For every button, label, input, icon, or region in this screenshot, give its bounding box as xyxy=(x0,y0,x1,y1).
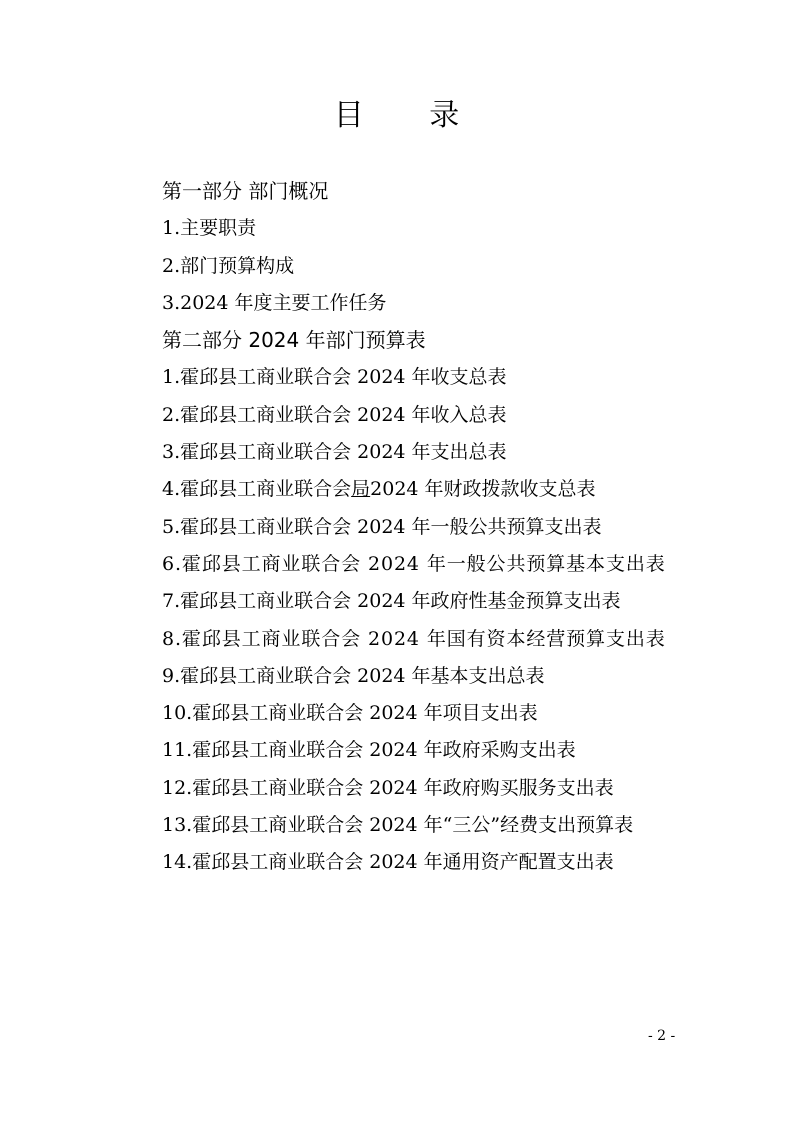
toc-item: 2.部门预算构成 xyxy=(162,254,295,277)
toc-item: 1.霍邱县工商业联合会 2024 年收支总表 xyxy=(162,366,507,389)
toc-item: 12.霍邱县工商业联合会 2024 年政府购买服务支出表 xyxy=(162,776,614,799)
toc-item: 11.霍邱县工商业联合会 2024 年政府采购支出表 xyxy=(162,739,576,762)
toc-item: 9.霍邱县工商业联合会 2024 年基本支出总表 xyxy=(162,664,545,687)
toc-item: 8.霍邱县工商业联合会 2024 年国有资本经营预算支出表 xyxy=(162,627,666,650)
toc-item: 3.2024 年度主要工作任务 xyxy=(162,291,387,314)
toc-item-text: 4.霍邱县工商业联合会 xyxy=(162,478,352,501)
toc-item: 13.霍邱县工商业联合会 2024 年“三公”经费支出预算表 xyxy=(162,814,634,837)
toc-item: 14.霍邱县工商业联合会 2024 年通用资产配置支出表 xyxy=(162,851,614,874)
toc-item: 10.霍邱县工商业联合会 2024 年项目支出表 xyxy=(162,702,538,725)
table-of-contents xyxy=(122,173,682,882)
toc-item-text: 2024 年财政拨款收支总表 xyxy=(370,478,596,501)
toc-item: 7.霍邱县工商业联合会 2024 年政府性基金预算支出表 xyxy=(162,590,621,613)
toc-item xyxy=(122,471,682,508)
toc-part-1-heading: 第一部分 部门概况 xyxy=(162,179,329,203)
toc-item: 2.霍邱县工商业联合会 2024 年收入总表 xyxy=(162,403,507,426)
toc-item: 6.霍邱县工商业联合会 2024 年一般公共预算基本支出表 xyxy=(162,552,666,575)
page-number: - 2 - xyxy=(648,1028,676,1044)
toc-part-2-heading: 第二部分 2024 年部门预算表 xyxy=(162,328,426,353)
page-title: 目 录 xyxy=(333,98,488,133)
toc-item-underlined-text: 局 xyxy=(351,478,371,501)
toc-item: 5.霍邱县工商业联合会 2024 年一般公共预算支出表 xyxy=(162,515,602,538)
toc-item: 3.霍邱县工商业联合会 2024 年支出总表 xyxy=(162,441,507,464)
toc-item: 1.主要职责 xyxy=(162,217,257,240)
